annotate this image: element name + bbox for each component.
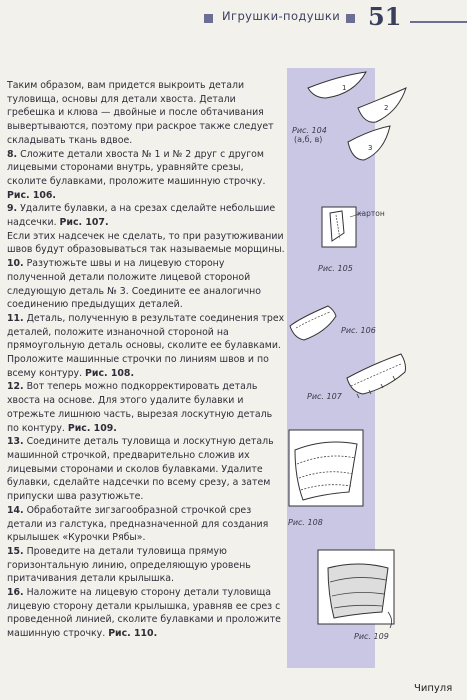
paragraph [7,545,285,586]
paragraph-text: Таким образом, вам придется выкроить детали туловища, основы для детали хвоста. Детали гребешка и клюва — двойные и после обтачивания вывертываются, поэтому при раскрое также следует складывать ткань вдвое. [7,80,274,146]
paragraph-emphasis: 12. [7,381,24,393]
paragraph-emphasis: Рис. 106. [7,189,56,201]
paragraph-text: Обработайте зигзагообразной строчкой срез детали из галстука, предназначенной для создания крылышек «Курочки Рябы». [7,504,269,544]
caption-fig-106: Рис. 106 [341,326,376,335]
caption-fig-104-sub: (а,б, в) [294,135,323,144]
header-square-icon [346,14,355,23]
paragraph [7,586,285,641]
paragraph-text: Соедините деталь туловища и лоскутную деталь машинной строчкой, предварительно сложив их лицевыми сторонами и сколов булавками. Удалите булавки, сделайте надсечки по всему срезу, а затем припуски шва разутюжьте. [7,436,274,503]
paragraph [7,504,285,545]
callout-cardboard: картон [357,209,385,218]
paragraph-emphasis: Рис. 107. [59,217,109,229]
paragraph-text: Сложите детали хвоста № 1 и № 2 друг с другом лицевыми сторонами внутрь, уравняйте срезы, сколите булавками, проложите машинную строчку. [7,148,266,187]
paragraph [7,148,285,203]
header-square-icon [204,14,213,23]
paragraph [7,202,285,229]
paragraph-emphasis: 11. [7,312,24,324]
paragraph-text: Деталь, полученную в результате соединения трех деталей, положите изнаночной стороной на прямоугольную деталь основы, сколите ее булавками. Проложите машинные строчки по линиям швов и по всему контуру. [7,312,285,379]
caption-fig-109: Рис. 109 [354,632,389,641]
paragraph [7,79,285,148]
header-rule [410,21,467,23]
paragraph-emphasis: 13. [7,436,24,448]
piece-label-2: 2 [384,104,389,112]
pattern-piece-2 [358,88,406,122]
figure-106 [288,300,348,350]
piece-label-3: 3 [368,144,373,152]
paragraph-text: Наложите на лицевую сторону детали туловища лицевую сторону детали крылышка, уравняв ее срез с проведенной линией, сколите булавками и проложите машинную строчку. [7,587,281,640]
pattern-piece-1 [308,72,366,98]
paragraph-emphasis: 15. [7,545,24,557]
paragraph-emphasis: Рис. 110. [108,628,158,640]
figure-104 [298,68,398,178]
paragraph-emphasis: 14. [7,504,24,516]
watermark: Чипуля [414,683,453,694]
paragraph [7,257,285,312]
paragraph [7,230,285,257]
paragraph-emphasis: 9. [7,203,18,215]
paragraph-emphasis: 10. [7,258,24,270]
body-text [7,79,285,641]
caption-fig-107: Рис. 107 [307,392,342,401]
paragraph-emphasis: Рис. 108. [85,367,135,379]
paragraph-text: Удалите булавки, а на срезах сделайте небольшие надсечки. [7,203,276,229]
page-number: 51 [368,2,402,31]
figure-108 [289,430,367,510]
section-title: Игрушки-подушки [222,9,341,23]
paragraph [7,435,285,504]
paragraph [7,312,285,381]
paragraph-text: Если этих надсечек не сделать, то при разутюживании швов будут образовываться так называемые морщины. [7,230,285,256]
running-header [200,2,467,36]
piece-label-1: 1 [342,84,347,92]
paragraph-text: Разутюжьте швы и на лицевую сторону полученной детали положите лицевой стороной следующую деталь № 3. Соедините ее аналогично соединению предыдущих деталей. [7,258,262,311]
paragraph-text: Проведите на детали туловища прямую горизонтальную линию, определяющую уровень притачивания детали крылышка. [7,545,251,585]
figure-107 [343,350,413,410]
paragraph-emphasis: 8. [7,148,18,160]
paragraph-emphasis: Рис. 109. [67,422,117,434]
caption-fig-104: Рис. 104 [292,126,327,135]
caption-fig-108: Рис. 108 [288,518,323,527]
caption-fig-105: Рис. 105 [318,264,353,273]
paragraph-text: Вот теперь можно подкорректировать деталь хвоста на основе. Для этого удалите булавки и отрежьте лишнюю часть, вырезая лоскутную деталь по контуру. [7,381,273,434]
figure-109 [318,550,400,630]
pattern-piece-3 [348,126,390,160]
paragraph [7,380,285,435]
paragraph-emphasis: 16. [7,587,24,599]
